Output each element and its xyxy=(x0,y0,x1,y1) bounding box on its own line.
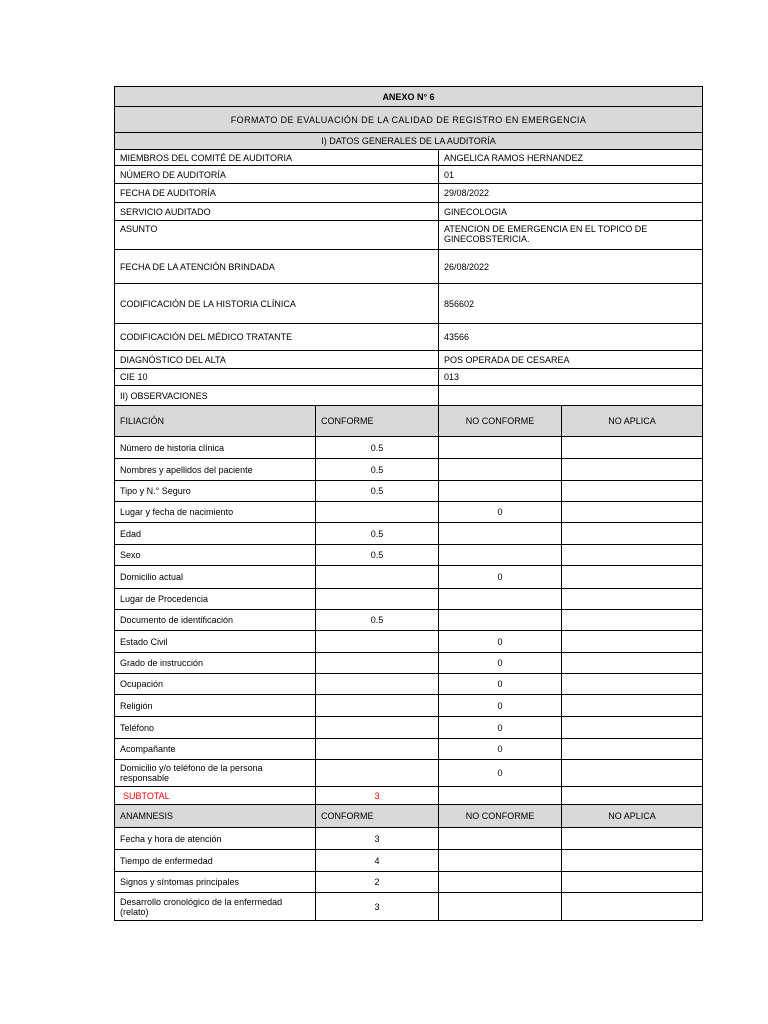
no-aplica-cell xyxy=(562,872,703,893)
conforme-header: CONFORME xyxy=(316,406,439,437)
general-row xyxy=(115,150,703,166)
conforme-cell: 3 xyxy=(316,828,439,850)
observations-label: II) OBSERVACIONES xyxy=(115,386,439,406)
table-row xyxy=(115,589,703,610)
no-aplica-cell xyxy=(562,502,703,523)
no-conforme-cell: 0 xyxy=(439,674,562,695)
conforme-cell xyxy=(316,674,439,695)
no-conforme-cell xyxy=(439,523,562,545)
no-aplica-cell xyxy=(562,545,703,566)
no-aplica-cell xyxy=(562,893,703,921)
no-aplica-cell xyxy=(562,610,703,631)
criterion-label: Teléfono xyxy=(115,717,316,739)
no-aplica-cell xyxy=(562,653,703,674)
general-label: CODIFICACIÓN DE LA HISTORIA CLÍNICA xyxy=(115,284,439,324)
no-aplica-header: NO APLICA xyxy=(562,805,703,828)
no-aplica-cell xyxy=(562,828,703,850)
table-row xyxy=(115,610,703,631)
conforme-cell: 0.5 xyxy=(316,437,439,459)
table-row xyxy=(115,631,703,653)
criterion-label: Lugar y fecha de nacimiento xyxy=(115,502,316,523)
no-conforme-cell xyxy=(439,481,562,502)
no-conforme-cell xyxy=(439,893,562,921)
no-aplica-cell xyxy=(562,850,703,872)
no-aplica-cell xyxy=(562,631,703,653)
no-conforme-cell: 0 xyxy=(439,566,562,589)
subtotal-value: 3 xyxy=(316,787,439,805)
general-row xyxy=(115,284,703,324)
criterion-label: Signos y síntomas principales xyxy=(115,872,316,893)
criterion-label: Domicilio actual xyxy=(115,566,316,589)
general-value: POS OPERADA DE CESAREA xyxy=(439,351,703,369)
observations-value xyxy=(439,386,703,406)
conforme-cell xyxy=(316,589,439,610)
conforme-cell: 3 xyxy=(316,893,439,921)
no-conforme-cell xyxy=(439,872,562,893)
no-aplica-cell xyxy=(562,589,703,610)
table-row xyxy=(115,437,703,459)
no-aplica-header: NO APLICA xyxy=(562,406,703,437)
no-conforme-cell xyxy=(439,437,562,459)
table-row xyxy=(115,523,703,545)
no-conforme-cell: 0 xyxy=(439,653,562,674)
no-conforme-cell xyxy=(439,610,562,631)
no-aplica-cell xyxy=(562,523,703,545)
subtotal-row xyxy=(115,787,703,805)
criterion-label: Grado de instrucción xyxy=(115,653,316,674)
table-row xyxy=(115,872,703,893)
general-label: ASUNTO xyxy=(115,221,439,250)
conforme-cell: 0.5 xyxy=(316,481,439,502)
no-aplica-cell xyxy=(562,695,703,717)
conforme-cell xyxy=(316,502,439,523)
criterion-label: Nombres y apellidos del paciente xyxy=(115,459,316,481)
general-value: 013 xyxy=(439,369,703,386)
general-label: CIE 10 xyxy=(115,369,439,386)
general-row xyxy=(115,221,703,250)
no-conforme-cell xyxy=(439,828,562,850)
no-conforme-cell: 0 xyxy=(439,631,562,653)
table-row xyxy=(115,760,703,787)
criterion-label: Religión xyxy=(115,695,316,717)
general-value: ANGELICA RAMOS HERNANDEZ xyxy=(439,150,703,166)
general-row xyxy=(115,369,703,386)
table-row xyxy=(115,481,703,502)
general-row xyxy=(115,250,703,284)
form-subtitle: FORMATO DE EVALUACIÓN DE LA CALIDAD DE REGISTRO EN EMERGENCIA xyxy=(115,107,703,133)
general-value: GINECOLOGIA xyxy=(439,203,703,221)
no-aplica-cell xyxy=(562,566,703,589)
table-row xyxy=(115,893,703,921)
conforme-cell: 0.5 xyxy=(316,545,439,566)
no-aplica-cell xyxy=(562,760,703,787)
general-value: 26/08/2022 xyxy=(439,250,703,284)
no-conforme-header: NO CONFORME xyxy=(439,406,562,437)
general-row xyxy=(115,166,703,184)
no-aplica-cell xyxy=(562,437,703,459)
table-row xyxy=(115,850,703,872)
conforme-cell xyxy=(316,760,439,787)
no-conforme-cell: 0 xyxy=(439,739,562,760)
conforme-header: CONFORME xyxy=(316,805,439,828)
empty-cell xyxy=(562,787,703,805)
general-label: FECHA DE AUDITORÍA xyxy=(115,184,439,203)
empty-cell xyxy=(439,787,562,805)
criterion-label: Documento de identificación xyxy=(115,610,316,631)
criterion-label: Tipo y N.° Seguro xyxy=(115,481,316,502)
no-conforme-header: NO CONFORME xyxy=(439,805,562,828)
subtotal-label: SUBTOTAL xyxy=(115,787,316,805)
table-row xyxy=(115,545,703,566)
audit-form-table xyxy=(114,86,703,921)
no-conforme-cell: 0 xyxy=(439,695,562,717)
anamnesis-header: ANAMNESIS xyxy=(115,805,316,828)
anamnesis-header-row xyxy=(115,805,703,828)
conforme-cell xyxy=(316,695,439,717)
criterion-label: Edad xyxy=(115,523,316,545)
observations-row xyxy=(115,386,703,406)
table-row xyxy=(115,653,703,674)
table-row xyxy=(115,502,703,523)
general-value: 856602 xyxy=(439,284,703,324)
table-row xyxy=(115,739,703,760)
conforme-cell: 0.5 xyxy=(316,610,439,631)
no-conforme-cell xyxy=(439,589,562,610)
filiacion-header-row xyxy=(115,406,703,437)
general-value: ATENCION DE EMERGENCIA EN EL TOPICO DE GINECOBSTERICIA. xyxy=(439,221,703,250)
conforme-cell: 0.5 xyxy=(316,459,439,481)
form-title: ANEXO N° 6 xyxy=(115,87,703,107)
filiacion-header: FILIACIÓN xyxy=(115,406,316,437)
no-conforme-cell: 0 xyxy=(439,717,562,739)
general-label: CODIFICACIÓN DEL MÉDICO TRATANTE xyxy=(115,324,439,351)
criterion-label: Estado Civil xyxy=(115,631,316,653)
table-row xyxy=(115,828,703,850)
general-value: 01 xyxy=(439,166,703,184)
table-row xyxy=(115,459,703,481)
general-label: MIEMBROS DEL COMITÉ DE AUDITORIA xyxy=(115,150,439,166)
no-aplica-cell xyxy=(562,459,703,481)
general-label: FECHA DE LA ATENCIÓN BRINDADA xyxy=(115,250,439,284)
no-aplica-cell xyxy=(562,739,703,760)
no-aplica-cell xyxy=(562,717,703,739)
criterion-label: Domicilio y/o teléfono de la persona responsable xyxy=(115,760,316,787)
no-aplica-cell xyxy=(562,674,703,695)
general-row xyxy=(115,203,703,221)
general-row xyxy=(115,324,703,351)
conforme-cell xyxy=(316,631,439,653)
criterion-label: Lugar de Procedencia xyxy=(115,589,316,610)
table-row xyxy=(115,717,703,739)
no-aplica-cell xyxy=(562,481,703,502)
table-row xyxy=(115,674,703,695)
conforme-cell: 0.5 xyxy=(316,523,439,545)
conforme-cell xyxy=(316,717,439,739)
criterion-label: Ocupación xyxy=(115,674,316,695)
criterion-label: Número de historia clínica xyxy=(115,437,316,459)
criterion-label: Sexo xyxy=(115,545,316,566)
conforme-cell xyxy=(316,739,439,760)
no-conforme-cell: 0 xyxy=(439,502,562,523)
no-conforme-cell xyxy=(439,459,562,481)
general-value: 29/08/2022 xyxy=(439,184,703,203)
criterion-label: Desarrollo cronológico de la enfermedad (relato) xyxy=(115,893,316,921)
conforme-cell: 2 xyxy=(316,872,439,893)
general-row xyxy=(115,184,703,203)
table-row xyxy=(115,695,703,717)
general-value: 43566 xyxy=(439,324,703,351)
table-row xyxy=(115,566,703,589)
no-conforme-cell xyxy=(439,545,562,566)
criterion-label: Acompañante xyxy=(115,739,316,760)
general-row xyxy=(115,351,703,369)
general-label: NÚMERO DE AUDITORÍA xyxy=(115,166,439,184)
section-general-title: I) DATOS GENERALES DE LA AUDITORÍA xyxy=(115,133,703,150)
conforme-cell: 4 xyxy=(316,850,439,872)
conforme-cell xyxy=(316,653,439,674)
general-label: SERVICIO AUDITADO xyxy=(115,203,439,221)
criterion-label: Tiempo de enfermedad xyxy=(115,850,316,872)
no-conforme-cell: 0 xyxy=(439,760,562,787)
no-conforme-cell xyxy=(439,850,562,872)
general-label: DIAGNÓSTICO DEL ALTA xyxy=(115,351,439,369)
conforme-cell xyxy=(316,566,439,589)
criterion-label: Fecha y hora de atención xyxy=(115,828,316,850)
